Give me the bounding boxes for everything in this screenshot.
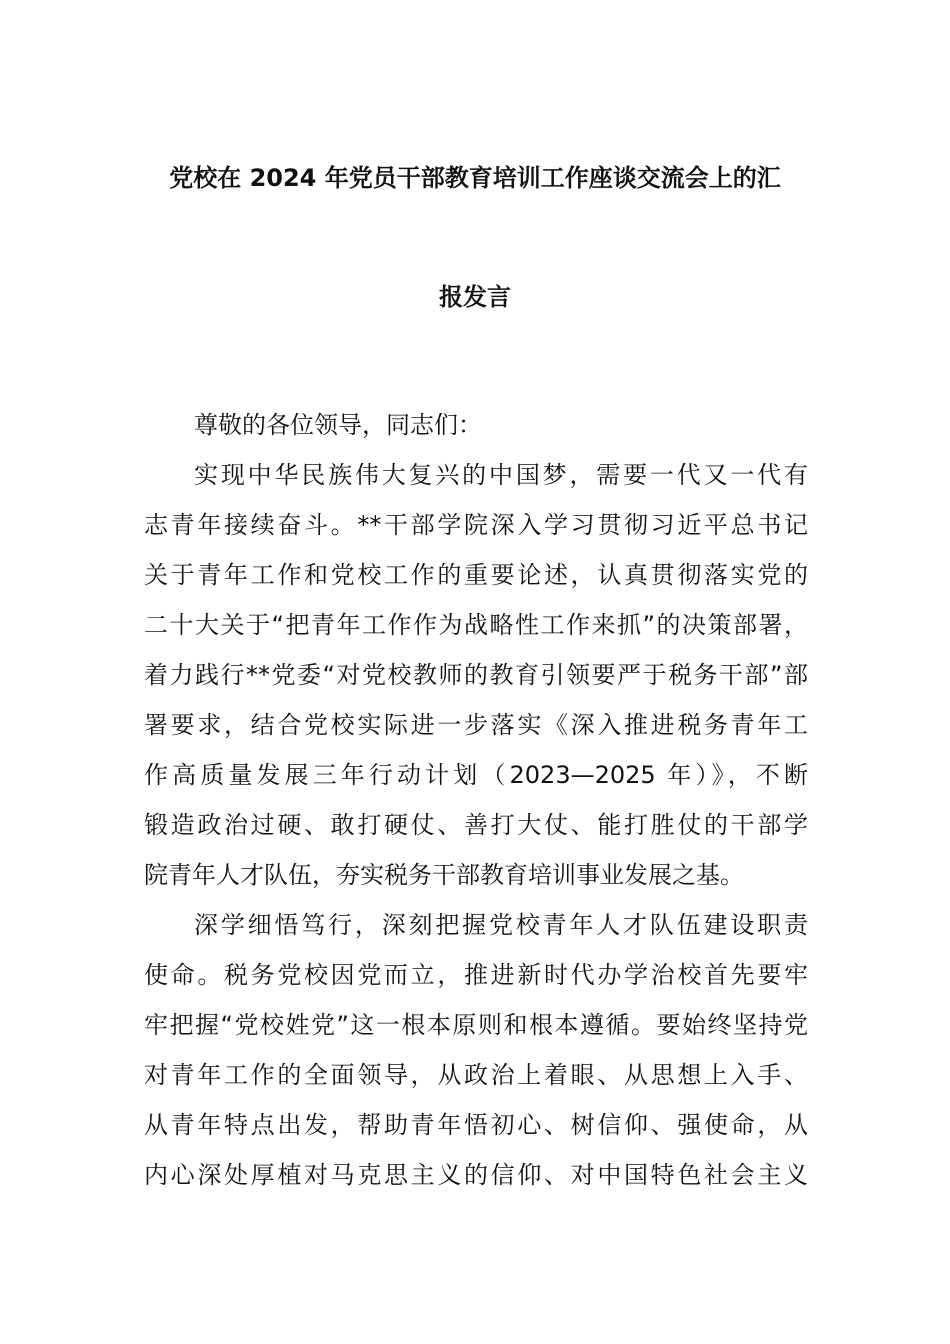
paragraph-1-line: 锻造政治过硬、敢打硬仗、善打大仗、能打胜仗的干部学 xyxy=(144,811,808,839)
paragraph-2-line: 从青年特点出发，帮助青年悟初心、树信仰、强使命，从 xyxy=(144,1111,808,1139)
paragraph-2-line: 牢把握“党校姓党”这一根本原则和根本遵循。要始终坚持党 xyxy=(144,1011,808,1039)
paragraph-2-line: 使命。税务党校因党而立，推进新时代办学治校首先要牢 xyxy=(144,961,808,989)
paragraph-1-line: 志青年接续奋斗。**干部学院深入学习贯彻习近平总书记 xyxy=(144,511,808,539)
paragraph-1-line: 作高质量发展三年行动计划（2023—2025 年）》，不断 xyxy=(144,761,808,789)
salutation: 尊敬的各位领导，同志们： xyxy=(194,411,482,439)
paragraph-2-line: 深学细悟笃行，深刻把握党校青年人才队伍建设职责 xyxy=(194,911,808,939)
paragraph-1-line: 署要求，结合党校实际进一步落实《深入推进税务青年工 xyxy=(144,711,808,739)
paragraph-2-line: 内心深处厚植对马克思主义的信仰、对中国特色社会主义 xyxy=(144,1161,808,1189)
paragraph-1-line: 着力践行**党委“对党校教师的教育引领要严于税务干部”部 xyxy=(144,661,808,689)
paragraph-1-line: 实现中华民族伟大复兴的中国梦，需要一代又一代有 xyxy=(194,461,808,489)
paragraph-1-line: 院青年人才队伍，夯实税务干部教育培训事业发展之基。 xyxy=(144,861,744,889)
paragraph-1-line: 关于青年工作和党校工作的重要论述，认真贯彻落实党的 xyxy=(144,561,808,589)
paragraph-2-line: 对青年工作的全面领导，从政治上着眼、从思想上入手、 xyxy=(144,1061,808,1089)
document-title-line-2: 报发言 xyxy=(439,283,511,311)
document-body xyxy=(144,400,808,1200)
paragraph-1-line: 二十大关于“把青年工作作为战略性工作来抓”的决策部署， xyxy=(144,611,808,639)
document-title-line-1: 党校在 2024 年党员干部教育培训工作座谈交流会上的汇 xyxy=(169,164,781,192)
